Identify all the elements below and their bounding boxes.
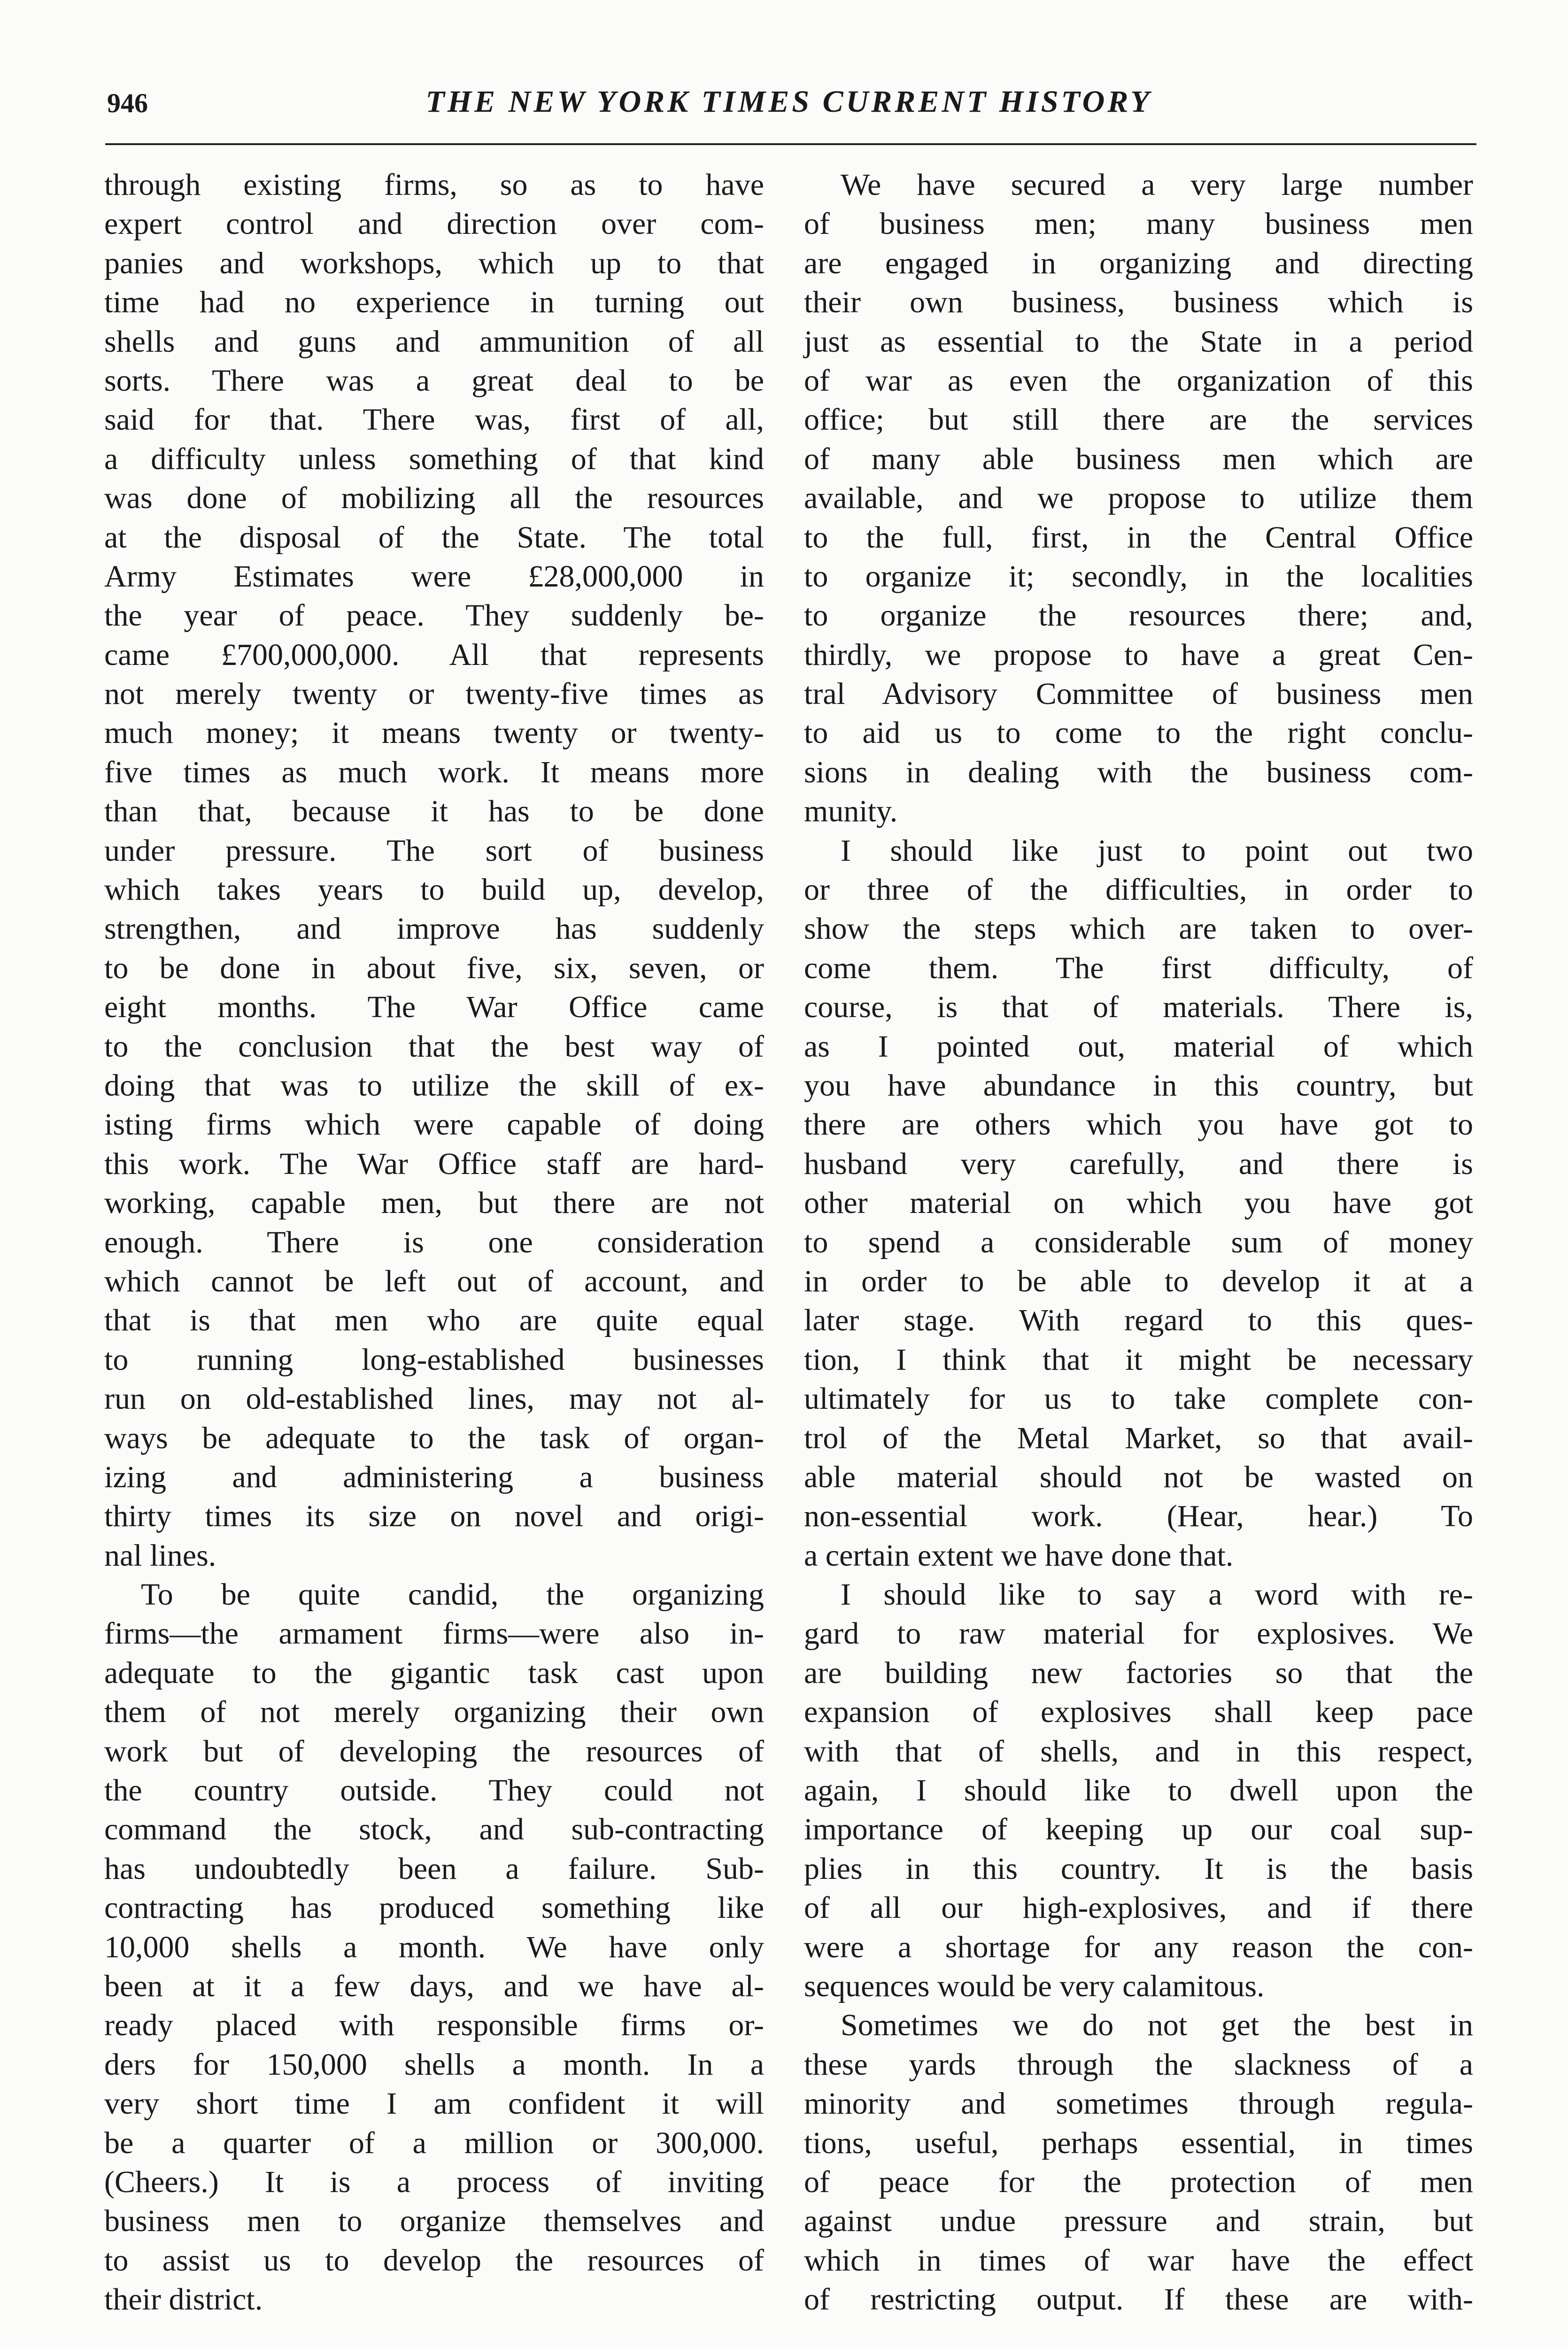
text-line: than that, because it has to be done xyxy=(104,794,764,829)
text-line: minority and sometimes through regula- xyxy=(804,2086,1473,2121)
text-line: other material on which you have got xyxy=(804,1186,1473,1220)
text-line: be a quarter of a million or 300,000. xyxy=(104,2125,764,2160)
text-line: I should like just to point out two xyxy=(841,833,1473,868)
text-line: able material should not be wasted on xyxy=(804,1460,1473,1494)
text-line: expansion of explosives shall keep pace xyxy=(804,1695,1473,1730)
running-title: THE NEW YORK TIMES CURRENT HISTORY xyxy=(425,85,1152,119)
body-columns xyxy=(104,165,1568,2347)
paragraph xyxy=(104,165,764,1575)
text-line: thirty times its size on novel and origi- xyxy=(104,1499,764,1534)
text-line: as I pointed out, material of which xyxy=(804,1029,1473,1064)
text-line: of restricting output. If these are with- xyxy=(804,2282,1473,2317)
left-column xyxy=(104,165,764,2319)
text-line: time had no experience in turning out xyxy=(104,285,764,320)
header-rule xyxy=(105,143,1476,145)
text-line: panies and workshops, which up to that xyxy=(104,246,764,280)
text-line: to assist us to develop the resources of xyxy=(104,2243,764,2278)
text-line: of business men; many business men xyxy=(804,207,1473,241)
text-line: importance of keeping up our coal sup- xyxy=(804,1812,1473,1847)
text-line: ways be adequate to the task of organ- xyxy=(104,1421,764,1455)
text-line: against undue pressure and strain, but xyxy=(804,2204,1473,2239)
text-line: non-essential work. (Hear, hear.) To xyxy=(804,1499,1473,1534)
text-line: thirdly, we propose to have a great Cen- xyxy=(804,637,1473,672)
text-line: to running long-established businesses xyxy=(104,1342,764,1377)
text-line: said for that. There was, first of all, xyxy=(104,402,764,437)
text-line: with that of shells, and in this respect, xyxy=(804,1734,1473,1769)
text-line: five times as much work. It means more xyxy=(104,755,764,789)
text-line: to organize it; secondly, in the localities xyxy=(804,559,1473,594)
text-line: tion, I think that it might be necessary xyxy=(804,1342,1473,1377)
paragraph xyxy=(104,1575,764,2319)
text-line: just as essential to the State in a period xyxy=(804,324,1473,359)
text-line: came £700,000,000. All that represents xyxy=(104,637,764,672)
text-line: office; but still there are the services xyxy=(804,402,1473,437)
text-line: a difficulty unless something of that kind xyxy=(104,441,764,476)
text-line: firms—the armament firms—were also in- xyxy=(104,1616,764,1651)
text-line: which takes years to build up, develop, xyxy=(104,873,764,907)
text-line: not merely twenty or twenty-five times as xyxy=(104,677,764,711)
text-line: We have secured a very large number xyxy=(841,168,1473,202)
text-line: to aid us to come to the right conclu- xyxy=(804,716,1473,750)
text-line: these yards through the slackness of a xyxy=(804,2047,1473,2082)
text-line: come them. The first difficulty, of xyxy=(804,950,1473,985)
text-line: of peace for the protection of men xyxy=(804,2164,1473,2199)
text-line: which in times of war have the effect xyxy=(804,2243,1473,2278)
text-line: tral Advisory Committee of business men xyxy=(804,677,1473,711)
text-line: to the conclusion that the best way of xyxy=(104,1029,764,1064)
text-line: shells and guns and ammunition of all xyxy=(104,324,764,359)
text-line: eight months. The War Office came xyxy=(104,990,764,1025)
text-line: expert control and direction over com- xyxy=(104,207,764,241)
text-line: of many able business men which are xyxy=(804,441,1473,476)
page-number: 946 xyxy=(107,88,148,118)
text-line: working, capable men, but there are not xyxy=(104,1186,764,1220)
text-line: a certain extent we have done that. xyxy=(804,1538,1234,1573)
text-line: Army Estimates were £28,000,000 in xyxy=(104,559,764,594)
text-line: show the steps which are taken to over- xyxy=(804,911,1473,946)
text-line: at the disposal of the State. The total xyxy=(104,520,764,555)
right-column xyxy=(804,165,1473,2319)
text-line: izing and administering a business xyxy=(104,1460,764,1494)
text-line: the year of peace. They suddenly be- xyxy=(104,598,764,633)
text-line: course, is that of materials. There is, xyxy=(804,990,1473,1025)
paragraph xyxy=(804,831,1473,1575)
text-line: again, I should like to dwell upon the xyxy=(804,1773,1473,1808)
text-line: husband very carefully, and there is xyxy=(804,1146,1473,1181)
text-line: I should like to say a word with re- xyxy=(841,1577,1473,1612)
page-header xyxy=(105,81,1476,143)
text-line: to organize the resources there; and, xyxy=(804,598,1473,633)
text-line: run on old-established lines, may not al- xyxy=(104,1382,764,1416)
text-line: command the stock, and sub-contracting xyxy=(104,1812,764,1847)
text-line: this work. The War Office staff are hard- xyxy=(104,1146,764,1181)
text-line: ultimately for us to take complete con- xyxy=(804,1382,1473,1416)
text-line: later stage. With regard to this ques- xyxy=(804,1303,1473,1338)
text-line: was done of mobilizing all the resources xyxy=(104,481,764,516)
text-line: adequate to the gigantic task cast upon xyxy=(104,1655,764,1690)
text-line: trol of the Metal Market, so that avail- xyxy=(804,1421,1473,1455)
text-line: to be done in about five, six, seven, or xyxy=(104,950,764,985)
text-line: nal lines. xyxy=(104,1538,216,1573)
text-line: ders for 150,000 shells a month. In a xyxy=(104,2047,764,2082)
text-line: isting firms which were capable of doing xyxy=(104,1107,764,1142)
text-line: gard to raw material for explosives. We xyxy=(804,1616,1473,1651)
text-line: sorts. There was a great deal to be xyxy=(104,363,764,398)
text-line: were a shortage for any reason the con- xyxy=(804,1930,1473,1964)
text-line: through existing firms, so as to have xyxy=(104,168,764,202)
text-line: in order to be able to develop it at a xyxy=(804,1264,1473,1298)
text-line: or three of the difficulties, in order to xyxy=(804,873,1473,907)
text-line: you have abundance in this country, but xyxy=(804,1068,1473,1103)
text-line: that is that men who are quite equal xyxy=(104,1303,764,1338)
text-line: has undoubtedly been a failure. Sub- xyxy=(104,1851,764,1886)
text-line: their own business, business which is xyxy=(804,285,1473,320)
text-line: tions, useful, perhaps essential, in times xyxy=(804,2125,1473,2160)
text-line: available, and we propose to utilize them xyxy=(804,481,1473,516)
text-line: To be quite candid, the organizing xyxy=(141,1577,764,1612)
text-line: under pressure. The sort of business xyxy=(104,833,764,868)
text-line: sions in dealing with the business com- xyxy=(804,755,1473,789)
text-line: 10,000 shells a month. We have only xyxy=(104,1930,764,1964)
paragraph xyxy=(804,1575,1473,2006)
text-line: them of not merely organizing their own xyxy=(104,1695,764,1730)
text-line: sequences would be very calamitous. xyxy=(804,1969,1265,2003)
text-line: which cannot be left out of account, and xyxy=(104,1264,764,1298)
text-line: munity. xyxy=(804,794,898,829)
text-line: to the full, first, in the Central Office xyxy=(804,520,1473,555)
text-line: to spend a considerable sum of money xyxy=(804,1225,1473,1259)
text-line: work but of developing the resources of xyxy=(104,1734,764,1769)
text-line: enough. There is one consideration xyxy=(104,1225,764,1259)
text-line: are building new factories so that the xyxy=(804,1655,1473,1690)
text-line: the country outside. They could not xyxy=(104,1773,764,1808)
text-line: there are others which you have got to xyxy=(804,1107,1473,1142)
text-line: Sometimes we do not get the best in xyxy=(841,2008,1473,2043)
paragraph xyxy=(804,2006,1473,2319)
text-line: of all our high-explosives, and if there xyxy=(804,1891,1473,1925)
text-line: of war as even the organization of this xyxy=(804,363,1473,398)
text-line: contracting has produced something like xyxy=(104,1891,764,1925)
text-line: are engaged in organizing and directing xyxy=(804,246,1473,280)
text-line: plies in this country. It is the basis xyxy=(804,1851,1473,1886)
text-line: ready placed with responsible firms or- xyxy=(104,2008,764,2043)
text-line: their district. xyxy=(104,2282,263,2317)
text-line: very short time I am confident it will xyxy=(104,2086,764,2121)
text-line: doing that was to utilize the skill of ex- xyxy=(104,1068,764,1103)
paragraph xyxy=(804,165,1473,831)
text-line: strengthen, and improve has suddenly xyxy=(104,911,764,946)
text-line: been at it a few days, and we have al- xyxy=(104,1969,764,2003)
text-line: much money; it means twenty or twenty- xyxy=(104,716,764,750)
text-line: business men to organize themselves and xyxy=(104,2204,764,2239)
text-line: (Cheers.) It is a process of inviting xyxy=(104,2164,764,2199)
